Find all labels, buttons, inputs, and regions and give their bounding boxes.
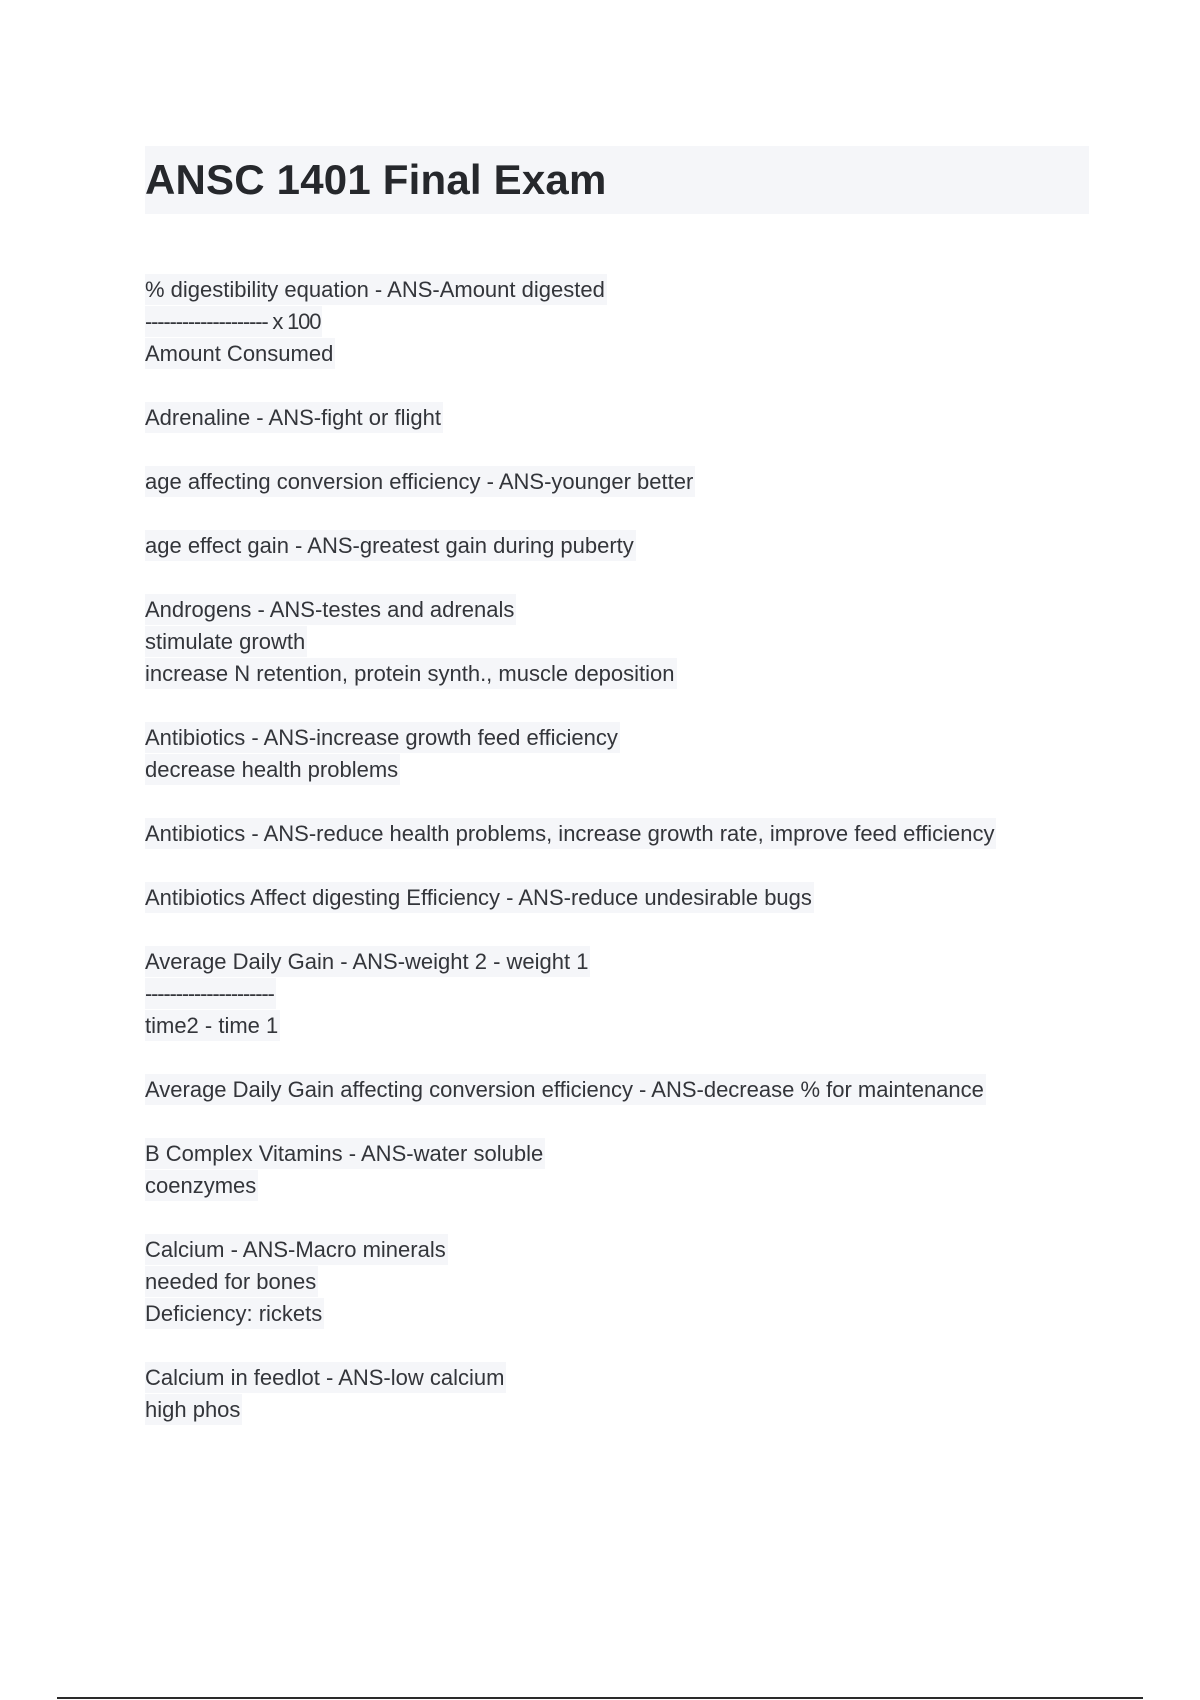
- entry-line: Antibiotics - ANS-reduce health problems, increase growth rate, improve feed efficiency: [145, 818, 996, 849]
- entry-line: age affecting conversion efficiency - ANS-younger better: [145, 466, 695, 497]
- entry-b-complex-vitamins: [145, 1138, 1095, 1202]
- entry-age-effect-gain: [145, 530, 1095, 562]
- entry-line: Calcium - ANS-Macro minerals: [145, 1234, 448, 1265]
- entry-line: decrease health problems: [145, 754, 400, 785]
- entry-line: coenzymes: [145, 1170, 258, 1201]
- entry-androgens: [145, 594, 1095, 690]
- entry-line: age effect gain - ANS-greatest gain during puberty: [145, 530, 636, 561]
- entry-line: needed for bones: [145, 1266, 318, 1297]
- entry-line: Antibiotics - ANS-increase growth feed efficiency: [145, 722, 620, 753]
- entry-line: ---------------------: [145, 978, 276, 1009]
- entry-age-conversion-efficiency: [145, 466, 1095, 498]
- entry-line: -------------------- x 100: [145, 306, 322, 337]
- entry-average-daily-gain: [145, 946, 1095, 1042]
- entry-line: Calcium in feedlot - ANS-low calcium: [145, 1362, 506, 1393]
- entry-line: time2 - time 1: [145, 1010, 280, 1041]
- entry-line: stimulate growth: [145, 626, 307, 657]
- entry-line: Androgens - ANS-testes and adrenals: [145, 594, 516, 625]
- entry-antibiotics-digesting-efficiency: [145, 882, 1095, 914]
- entry-line: increase N retention, protein synth., muscle deposition: [145, 658, 677, 689]
- entry-line: Average Daily Gain - ANS-weight 2 - weight 1: [145, 946, 590, 977]
- entry-line: B Complex Vitamins - ANS-water soluble: [145, 1138, 545, 1169]
- entry-antibiotics-1: [145, 722, 1095, 786]
- entry-antibiotics-2: [145, 818, 1095, 850]
- entry-line: Adrenaline - ANS-fight or flight: [145, 402, 443, 433]
- entry-line: Antibiotics Affect digesting Efficiency - ANS-reduce undesirable bugs: [145, 882, 814, 913]
- entry-line: high phos: [145, 1394, 242, 1425]
- document-title: ANSC 1401 Final Exam: [145, 156, 607, 203]
- flashcard-list: [145, 274, 1095, 1458]
- entry-calcium-in-feedlot: [145, 1362, 1095, 1426]
- entry-line: Amount Consumed: [145, 338, 335, 369]
- entry-adg-conversion-efficiency: [145, 1074, 1095, 1106]
- entry-line: Deficiency: rickets: [145, 1298, 324, 1329]
- entry-line: % digestibility equation - ANS-Amount digested: [145, 274, 607, 305]
- entry-line: Average Daily Gain affecting conversion efficiency - ANS-decrease % for maintenance: [145, 1074, 986, 1105]
- entry-adrenaline: [145, 402, 1095, 434]
- entry-digestibility-equation: [145, 274, 1095, 370]
- entry-calcium: [145, 1234, 1095, 1330]
- page-bottom-rule: [57, 1697, 1143, 1699]
